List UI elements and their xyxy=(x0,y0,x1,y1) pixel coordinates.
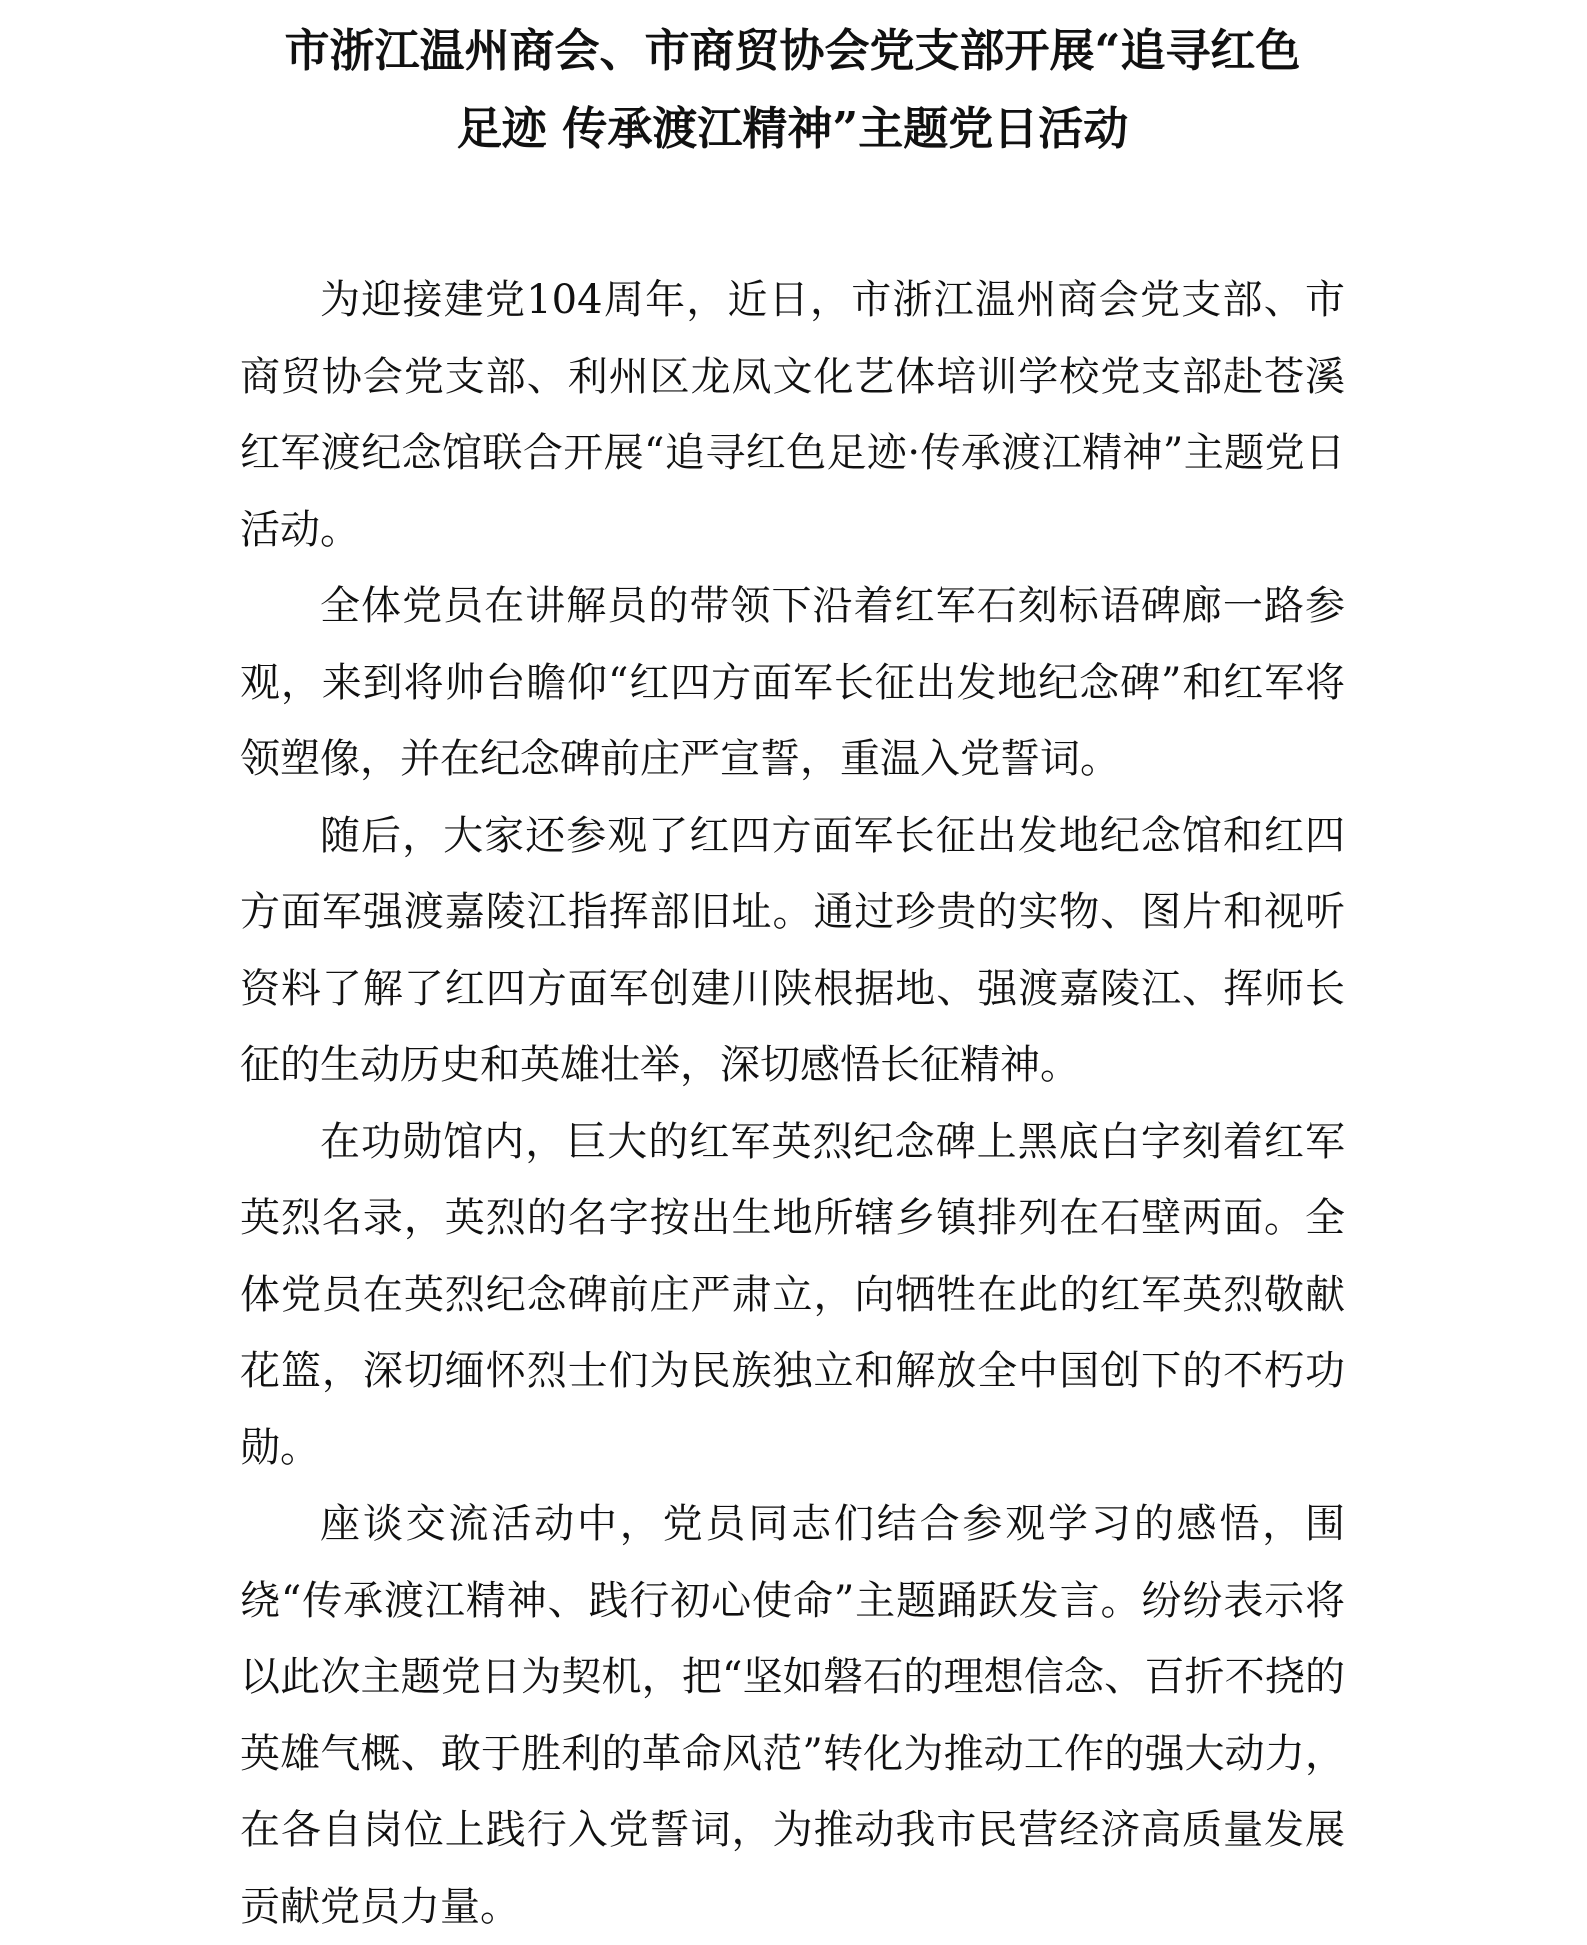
paragraph-2: 全体党员在讲解员的带领下沿着红军石刻标语碑廊一路参观，来到将帅台瞻仰“红四方面军长征出发地纪念碑”和红军将领塑像，并在纪念碑前庄严宣誓，重温入党誓词。 xyxy=(240,583,1345,782)
article-title-line-1: 市浙江温州商会、市商贸协会党支部开展“追寻红色 xyxy=(284,24,1301,77)
paragraph-1: 为迎接建党104周年，近日，市浙江温州商会党支部、市商贸协会党支部、利州区龙凤文化艺体培训学校党支部赴苍溪红军渡纪念馆联合开展“追寻红色足迹·传承渡江精神”主题党日活动。 xyxy=(240,277,1345,553)
article-title xyxy=(240,0,1345,168)
paragraph-3: 随后，大家还参观了红四方面军长征出发地纪念馆和红四方面军强渡嘉陵江指挥部旧址。通过珍贵的实物、图片和视听资料了解了红四方面军创建川陕根据地、强渡嘉陵江、挥师长征的生动历史和英雄壮举，深切感悟长征精神。 xyxy=(240,812,1345,1088)
article-title-line-2: 足迹 传承渡江精神”主题党日活动 xyxy=(456,102,1129,155)
article-body xyxy=(240,262,1345,1945)
article xyxy=(240,0,1345,1945)
paragraph-5: 座谈交流活动中，党员同志们结合参观学习的感悟，围绕“传承渡江精神、践行初心使命”主题踊跃发言。纷纷表示将以此次主题党日为契机，把“坚如磐石的理想信念、百折不挠的英雄气概、敢于胜利的革命风范”转化为推动工作的强大动力，在各自岗位上践行入党誓词，为推动我市民营经济高质量发展贡献党员力量。 xyxy=(240,1501,1345,1930)
paragraph-4: 在功勋馆内，巨大的红军英烈纪念碑上黑底白字刻着红军英烈名录，英烈的名字按出生地所辖乡镇排列在石壁两面。全体党员在英烈纪念碑前庄严肃立，向牺牲在此的红军英烈敬献花篮，深切缅怀烈士们为民族独立和解放全中国创下的不朽功勋。 xyxy=(240,1118,1345,1471)
